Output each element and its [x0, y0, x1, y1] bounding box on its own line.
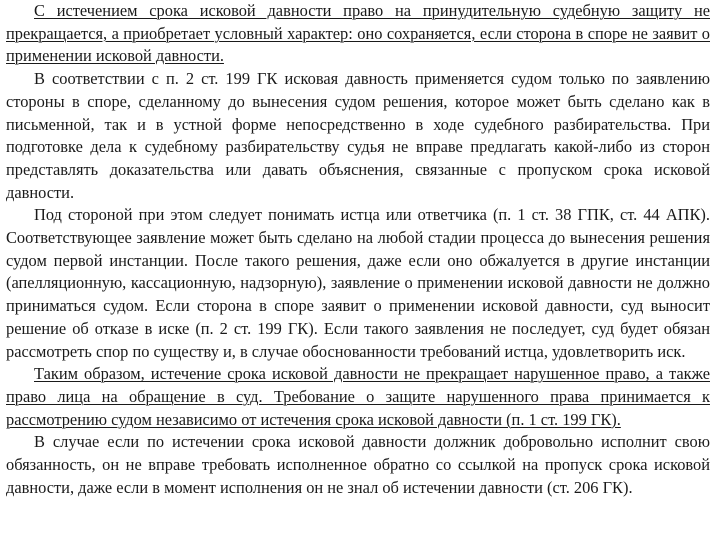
paragraph-4: Таким образом, истечение срока исковой давности не прекращает нарушенное право, а также право лица на обращение в суд. Требование о защите нарушенного права принимается к рассмотрению судом независимо от истечения срока исковой давности (п. 1 ст. 199 ГК). [6, 364, 710, 429]
paragraph-1: С истечением срока исковой давности право на принудительную судебную защиту не прекращается, а приобретает условный характер: оно сохраняется, если сторона в споре не заявит о применении исковой давности. [6, 1, 710, 66]
paragraph-3: Под стороной при этом следует понимать истца или ответчика (п. 1 ст. 38 ГПК, ст. 44 АПК). Соответствующее заявление может быть сделано на любой стадии процесса до вынесения решения судом первой инстанции. После такого решения, даже если оно обжалуется в другие инстанции (апелляционную, кассационную, надзорную), заявление о применении исковой давности не должно приниматься судом. Если сторона в споре заявит о применении исковой давности, суд выносит решение об отказе в иске (п. 2 ст. 199 ГК). Если такого заявления не последует, суд будет обязан рассмотреть спор по существу и, в случае обоснованности требований истца, удовлетворить иск. [6, 205, 710, 361]
paragraph-2: В соответствии с п. 2 ст. 199 ГК исковая давность применяется судом только по заявлению стороны в споре, сделанному до вынесения судом решения, которое может быть сделано как в письменной, так и в устной форме непосредственно в ходе судебного разбирательства. При подготовке дела к судебному разбирательству судья не вправе предлагать какой-либо из сторон представлять доказательства или давать объяснения, связанные с пропуском срока исковой давности. [6, 69, 710, 202]
paragraph-5: В случае если по истечении срока исковой давности должник добровольно исполнит свою обязанность, он не вправе требовать исполненное обратно со ссылкой на пропуск срока исковой давности, даже если в момент исполнения он не знал об истечении давности (ст. 206 ГК). [6, 432, 710, 497]
document-page [6, 0, 710, 499]
